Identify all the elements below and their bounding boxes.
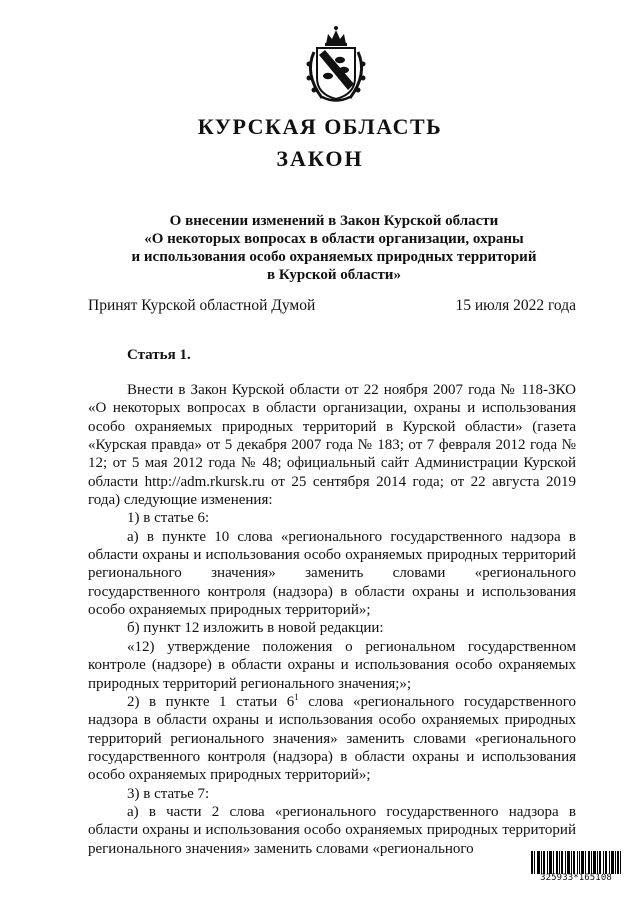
- article-paragraph: [88, 693, 576, 785]
- coat-of-arms-icon: [300, 24, 372, 102]
- article-paragraph: 1) в статье 6:: [127, 510, 210, 527]
- law-title: [88, 212, 580, 284]
- article-paragraph: Внести в Закон Курской области от 22 ноября 2007 года № 118-ЗКО «О некоторых вопросах в области организации, охраны и использования особо охраняемых природных территорий в Курской области» (газета «Курская правда» от 5 декабря 2007 года № 183; от 7 февраля 2012 года № 12; от 5 мая 2012 года № 48; официальный сайт Администрации Курской области http://adm.rkursk.ru от 25 сентября 2014 года; от 22 августа 2019 года) следующие изменения:: [88, 382, 576, 509]
- article-paragraph: б) пункт 12 изложить в новой редакции:: [127, 620, 384, 637]
- barcode-number: 325933*165108: [540, 873, 612, 883]
- paragraph-text: слова «регионального государственного надзора в области охраны и использования особо охраняемых природных территорий регионального значения» заменить словами «регионального государственного контроля (надзора) в области охраны и использования особо охраняемых природных территорий»;: [88, 693, 576, 784]
- law-title-line: в Курской области»: [267, 267, 401, 283]
- law-title-line: О внесении изменений в Закон Курской области: [169, 213, 499, 229]
- adopted-by: Принят Курской областной Думой: [88, 297, 316, 314]
- article-heading: Статья 1.: [127, 347, 191, 363]
- document-type: ЗАКОН: [276, 146, 364, 171]
- superscript-index: 1: [294, 691, 299, 702]
- article-paragraph: «12) утверждение положения о региональном государственном контроле (надзоре) в области охраны и использования особо охраняемых природных территорий регионального значения;»;: [88, 638, 576, 692]
- article-paragraph: 3) в статье 7:: [127, 785, 210, 802]
- paragraph-text: 2) в пункте 1 статьи 6: [127, 693, 295, 710]
- document-barcode: [530, 851, 622, 885]
- article-body: [88, 381, 576, 858]
- adoption-date: 15 июля 2022 года: [455, 297, 576, 314]
- adoption-line: [88, 297, 576, 315]
- article-paragraph: а) в части 2 слова «регионального государственного надзора в области охраны и использования особо охраняемых природных территорий регионального значения» заменить словами «регионального: [88, 803, 576, 857]
- law-title-line: и использования особо охраняемых природных территорий: [131, 249, 537, 265]
- region-name: КУРСКАЯ ОБЛАСТЬ: [197, 114, 443, 139]
- law-title-line: «О некоторых вопросах в области организации, охраны: [144, 231, 524, 247]
- barcode-icon: [530, 851, 622, 874]
- article-paragraph: а) в пункте 10 слова «регионального государственного надзора в области охраны и использования особо охраняемых природных территорий регионального значения» заменить словами «регионального государственного контроля (надзора) в области охраны и использования особо охраняемых природных территорий»;: [88, 528, 576, 619]
